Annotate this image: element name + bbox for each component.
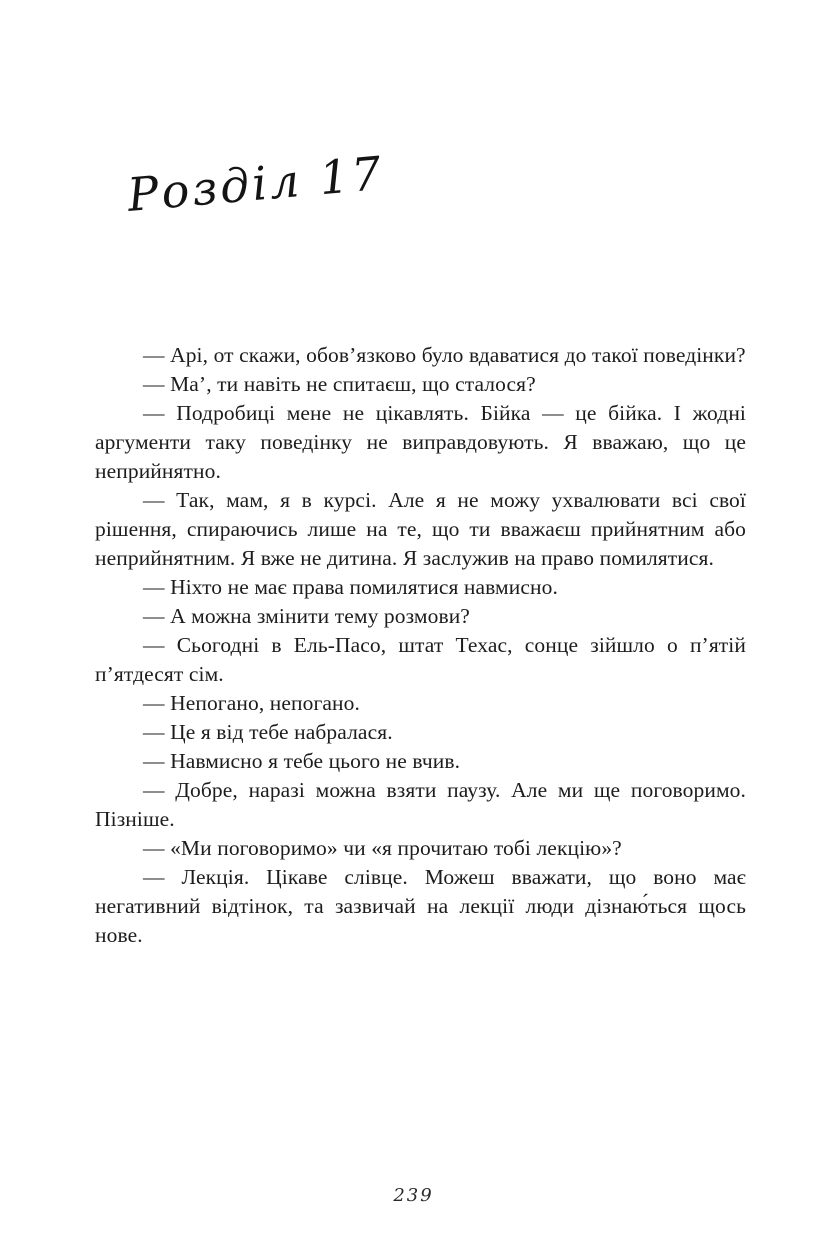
paragraph: — Сьогодні в Ель-Пасо, штат Техас, сонце зійшло о п’ятій п’ятдесят сім. xyxy=(95,633,746,686)
paragraph: — Ніхто не має права помилятися навмисно. xyxy=(143,575,558,599)
paragraph: — Ма’, ти навіть не спитаєш, що сталося? xyxy=(143,372,536,396)
paragraph: — Непогано, непогано. xyxy=(143,691,360,715)
chapter-heading xyxy=(125,145,430,298)
paragraph: — Лекція. Цікаве слівце. Можеш вважати, що воно має негативний відтінок, та зазвичай на лекції люди дізнаю́ться щось нове. xyxy=(95,865,746,947)
paragraph: — Це я від тебе набралася. xyxy=(143,720,393,744)
paragraph: — Так, мам, я в курсі. Але я не можу ухвалювати всі свої рішення, спираючись лише на те, що ти вважаєш прийнятним або неприйнятним. Я вже не дитина. Я заслужив на право помилятися. xyxy=(95,488,746,570)
paragraph: — «Ми поговоримо» чи «я прочитаю тобі лекцію»? xyxy=(143,836,622,860)
page-number: 239 xyxy=(393,1185,434,1206)
paragraph: — Добре, наразі можна взяти паузу. Але ми ще поговоримо. Пізніше. xyxy=(95,778,746,831)
paragraph: — Арі, от скажи, обов’язково було вдаватися до такої поведінки? xyxy=(143,343,746,367)
paragraph: — А можна змінити тему розмови? xyxy=(143,604,470,628)
paragraph: — Навмисно я тебе цього не вчив. xyxy=(143,749,461,773)
chapter-title: Розділ 17 xyxy=(125,145,387,222)
text-block xyxy=(95,341,746,950)
paragraph: — Подробиці мене не цікавлять. Бійка — це бійка. І жодні аргументи таку поведінку не виправдовують. Я вважаю, що це неприйнятно. xyxy=(95,401,746,483)
